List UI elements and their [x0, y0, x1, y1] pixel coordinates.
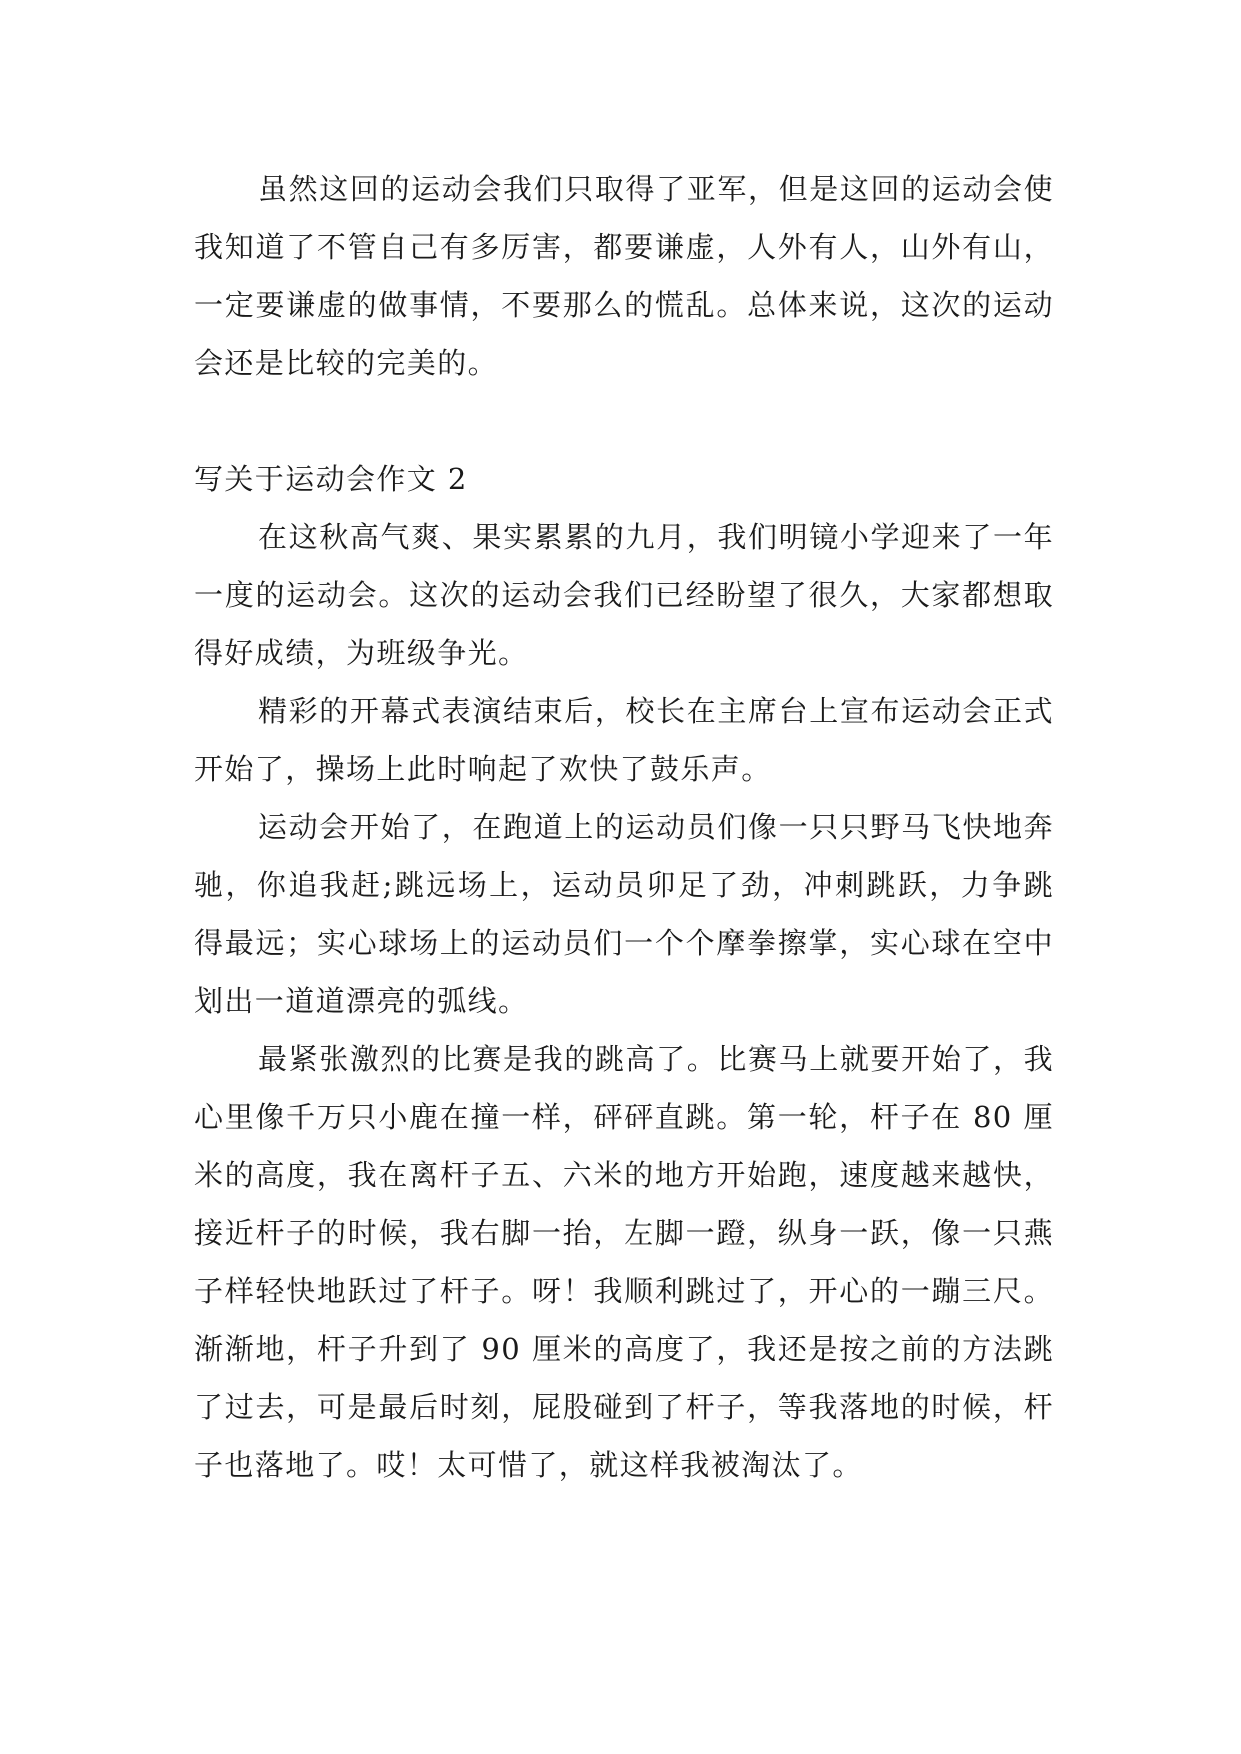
paragraph: 精彩的开幕式表演结束后，校长在主席台上宣布运动会正式开始了，操场上此时响起了欢快了鼓乐声。: [194, 694, 1054, 786]
paragraph: 运动会开始了，在跑道上的运动员们像一只只野马飞快地奔驰，你追我赶;跳远场上，运动员卯足了劲，冲刺跳跃，力争跳得最远；实心球场上的运动员们一个个摩拳擦掌，实心球在空中划出一道道漂亮的弧线。: [194, 810, 1054, 1018]
paragraph: 最紧张激烈的比赛是我的跳高了。比赛马上就要开始了，我心里像千万只小鹿在撞一样，砰砰直跳。第一轮，杆子在 80 厘米的高度，我在离杆子五、六米的地方开始跑，速度越来越快，接近杆子的时候，我右脚一抬，左脚一蹬，纵身一跃，像一只燕子样轻快地跃过了杆子。呀！我顺利跳过了，开心的一蹦三尺。渐渐地，杆子升到了 90 厘米的高度了，我还是按之前的方法跳了过去，可是最后时刻，屁股碰到了杆子，等我落地的时候，杆子也落地了。哎！太可惜了，就这样我被淘汰了。: [194, 1042, 1054, 1482]
section-title: 写关于运动会作文 2: [194, 462, 468, 496]
paragraph-intro: 虽然这回的运动会我们只取得了亚军，但是这回的运动会使我知道了不管自己有多厉害，都要谦虚，人外有人，山外有山，一定要谦虚的做事情，不要那么的慌乱。总体来说，这次的运动会还是比较的完美的。: [194, 172, 1054, 380]
document-body: [194, 160, 1054, 1494]
paragraph: 在这秋高气爽、果实累累的九月，我们明镜小学迎来了一年一度的运动会。这次的运动会我们已经盼望了很久，大家都想取得好成绩，为班级争光。: [194, 520, 1054, 670]
